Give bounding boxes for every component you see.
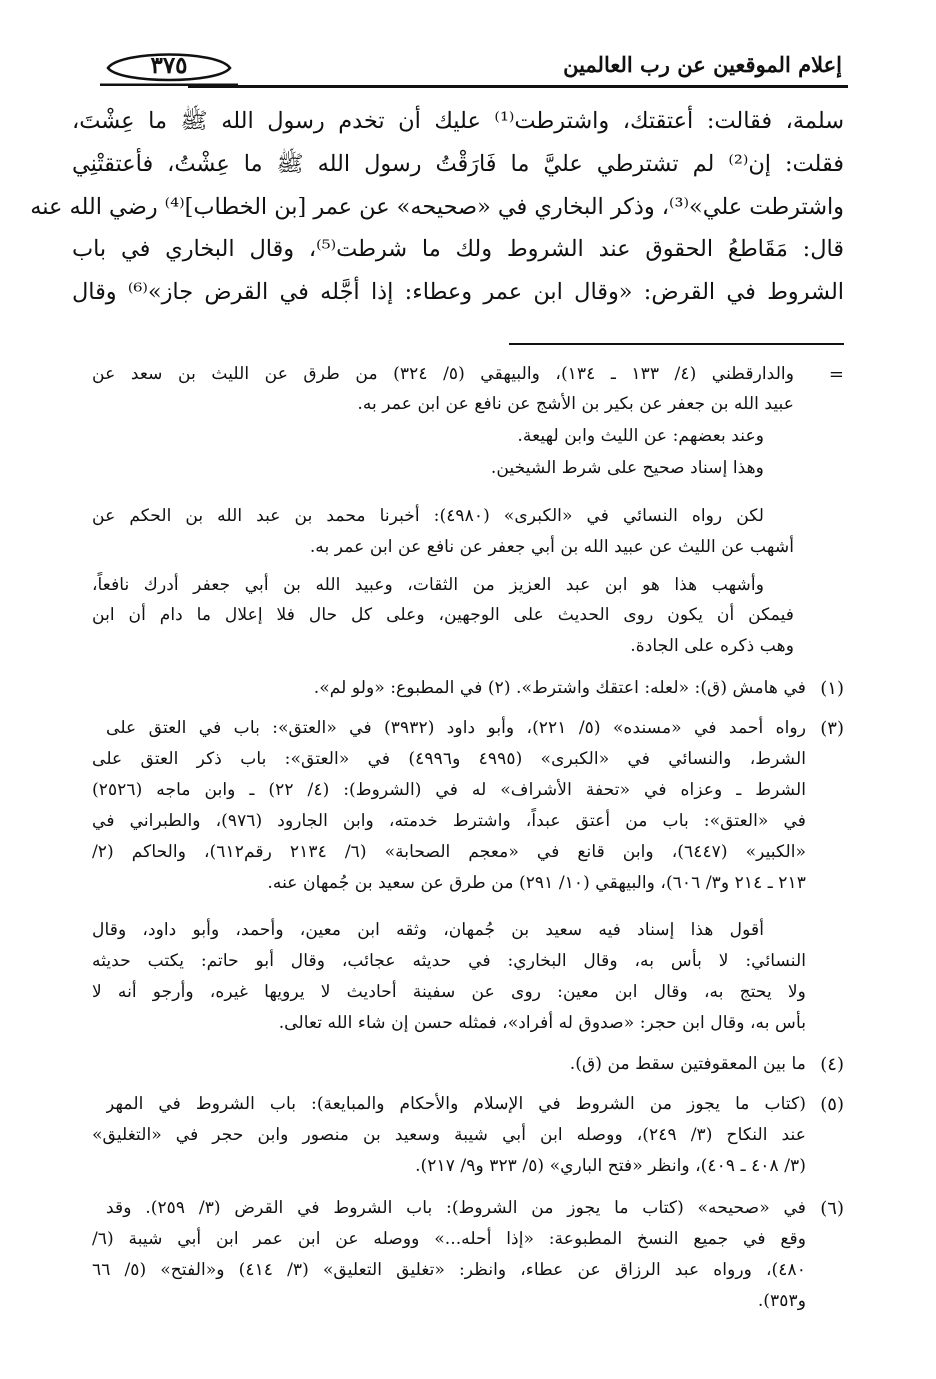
- footnote-line: وعند بعضهم: عن الليث وابن لهيعة.: [517, 426, 764, 446]
- footnote-line: وقع في جميع النسخ المطبوعة: «إذا أحله...» ووصله عن ابن عمر ابن أبي شيبة (٦/: [92, 1229, 806, 1249]
- footnote-line: (كتاب ما يجوز من الشروط في الإسلام والأحكام والمبايعة): باب الشروط في المهر: [106, 1094, 806, 1114]
- footnote-line: (٣/ ٤٠٨ ـ ٤٠٩)، وانظر «فتح الباري» (٥/ ٣٢٣ و٩/ ٢١٧).: [415, 1156, 806, 1176]
- footnote-line: و٣٥٣).: [757, 1291, 806, 1311]
- footnote-line: رواه أحمد في «مسنده» (٥/ ٢٢١)، وأبو داود (٣٩٣٢) في «العتق»: باب في العتق على: [106, 718, 806, 738]
- footnote-line: وهب ذكره على الجادة.: [630, 636, 794, 656]
- footnotes-section: [0, 360, 936, 1340]
- footnote-line: في «صحيحه» (كتاب ما يجوز من الشروط): باب الشروط في القرض (٣/ ٢٥٩). وقد: [106, 1198, 806, 1218]
- footnote-divider: [509, 343, 844, 345]
- footnote-commentary-line: بأس به، وقال ابن حجر: «صدوق له أفراد»، فمثله حسن إن شاء الله تعالى.: [278, 1013, 806, 1033]
- footnote-marker: (٣): [820, 718, 844, 739]
- footnote-line: وأشهب هذا هو ابن عبد العزيز من الثقات، وعبيد الله بن أبي جعفر أدرك نافعاً،: [92, 575, 764, 595]
- main-text-line: فقلت: إن⁽²⁾ لم تشترطي عليَّ ما فَارَقْتُ رسول الله ﷺ ما عِشْتُ، فأعتقتْنِي: [72, 150, 844, 177]
- page-number: ٣٧٥: [150, 52, 188, 79]
- main-text-line: سلمة، فقالت: أعتقتك، واشترطت⁽¹⁾ عليك أن تخدم رسول الله ﷺ ما عِشْتَ،: [72, 108, 844, 134]
- running-title: إعلام الموقعين عن رب العالمين: [563, 52, 842, 77]
- footnote-marker: (٦): [820, 1198, 844, 1219]
- footnote-line: أشهب عن الليث عن عبيد الله بن أبي جعفر عن نافع عن ابن عمر به.: [309, 537, 794, 557]
- footnote-continuation-marker: =: [828, 364, 844, 385]
- footnote-line: «الكبير» (٦٤٤٧)، وابن قانع في «معجم الصحابة» (٦/ ٢١٣٤ رقم٦١٢)، والحاكم (٢/: [92, 842, 806, 862]
- footnote-marker: (٤): [820, 1054, 844, 1075]
- header-rule: [188, 85, 848, 88]
- footnote-line: الشرط، والنسائي في «الكبرى» (٤٩٩٥ و٤٩٩٦) في «العتق»: باب ذكر العتق على: [92, 749, 806, 769]
- main-text-line: الشروط في القرض: «وقال ابن عمر وعطاء: إذا أجَّله في القرض جاز»⁽⁶⁾ وقال: [72, 279, 844, 306]
- main-text: [30, 100, 844, 314]
- footnote-line: لكن رواه النسائي في «الكبرى» (٤٩٨٠): أخبرنا محمد بن عبد الله بن الحكم عن: [92, 506, 764, 526]
- footnote-commentary-line: ولا يحتج به، وقال ابن معين: روى عن سفينة أحاديث لا يرويها غيره، وأرجو أنه لا: [92, 982, 806, 1002]
- page-number-badge: [100, 46, 238, 86]
- footnote-line: عند النكاح (٣/ ٢٤٩)، ووصله ابن أبي شيبة وسعيد بن منصور وابن حجر في «التغليق»: [92, 1125, 806, 1145]
- footnote-line: والدارقطني (٤/ ١٣٣ ـ ١٣٤)، والبيهقي (٥/ ٣٢٤) من طرق عن الليث بن سعد عن: [92, 364, 794, 384]
- footnote-marker: (١): [820, 678, 844, 699]
- footnote-commentary-line: النسائي: لا بأس به، وقال البخاري: في حديثه عجائب، وقال أبو حاتم: يكتب حديثه: [92, 951, 806, 971]
- footnote-line: في هامش (ق): «لعله: اعتقك واشترط». (٢) في المطبوع: «ولو لم».: [313, 678, 806, 698]
- footnote-line: ٤٨٠)، ورواه عبد الرزاق عن عطاء، وانظر: «تغليق التعليق» (٣/ ٤١٤) و«الفتح» (٥/ ٦٦: [92, 1260, 806, 1280]
- footnote-line: في «العتق»: باب من أعتق عبداً، واشترط خدمته، وابن الجارود (٩٧٦)، والطبراني في: [92, 811, 806, 831]
- page-header: [66, 44, 848, 90]
- footnote-line: فيمكن أن يكون روى الحديث على الوجهين، وعلى كل حال فلا إعلال ما دام أن ابن: [92, 605, 794, 625]
- footnote-line: الشرط ـ وعزاه في «تحفة الأشراف» له في (الشروط): (٤/ ٢٢) ـ وابن ماجه (٢٥٢٦): [92, 780, 806, 800]
- footnote-line: ٢١٣ ـ ٢١٤ و٣/ ٦٠٦)، والبيهقي (١٠/ ٢٩١) من طرق عن سعيد بن جُمهان عنه.: [267, 873, 806, 893]
- footnote-commentary-line: أقول هذا إسناد فيه سعيد بن جُمهان، وثقه ابن معين، وأحمد، وأبو داود، وقال: [92, 920, 764, 940]
- main-text-line: واشترطت علي»⁽³⁾، وذكر البخاري في «صحيحه» عن عمر [بن الخطاب]⁽⁴⁾ رضي الله عنه: [30, 193, 844, 220]
- main-text-line: قال: مَقَاطعُ الحقوق عند الشروط ولك ما شرطت⁽⁵⁾، وقال البخاري في باب: [72, 236, 844, 263]
- footnote-line: ما بين المعقوفتين سقط من (ق).: [569, 1054, 806, 1074]
- footnote-marker: (٥): [820, 1094, 844, 1115]
- footnote-line: وهذا إسناد صحيح على شرط الشيخين.: [490, 458, 764, 478]
- footnote-line: عبيد الله بن جعفر عن بكير بن الأشج عن نافع عن ابن عمر به.: [357, 394, 794, 414]
